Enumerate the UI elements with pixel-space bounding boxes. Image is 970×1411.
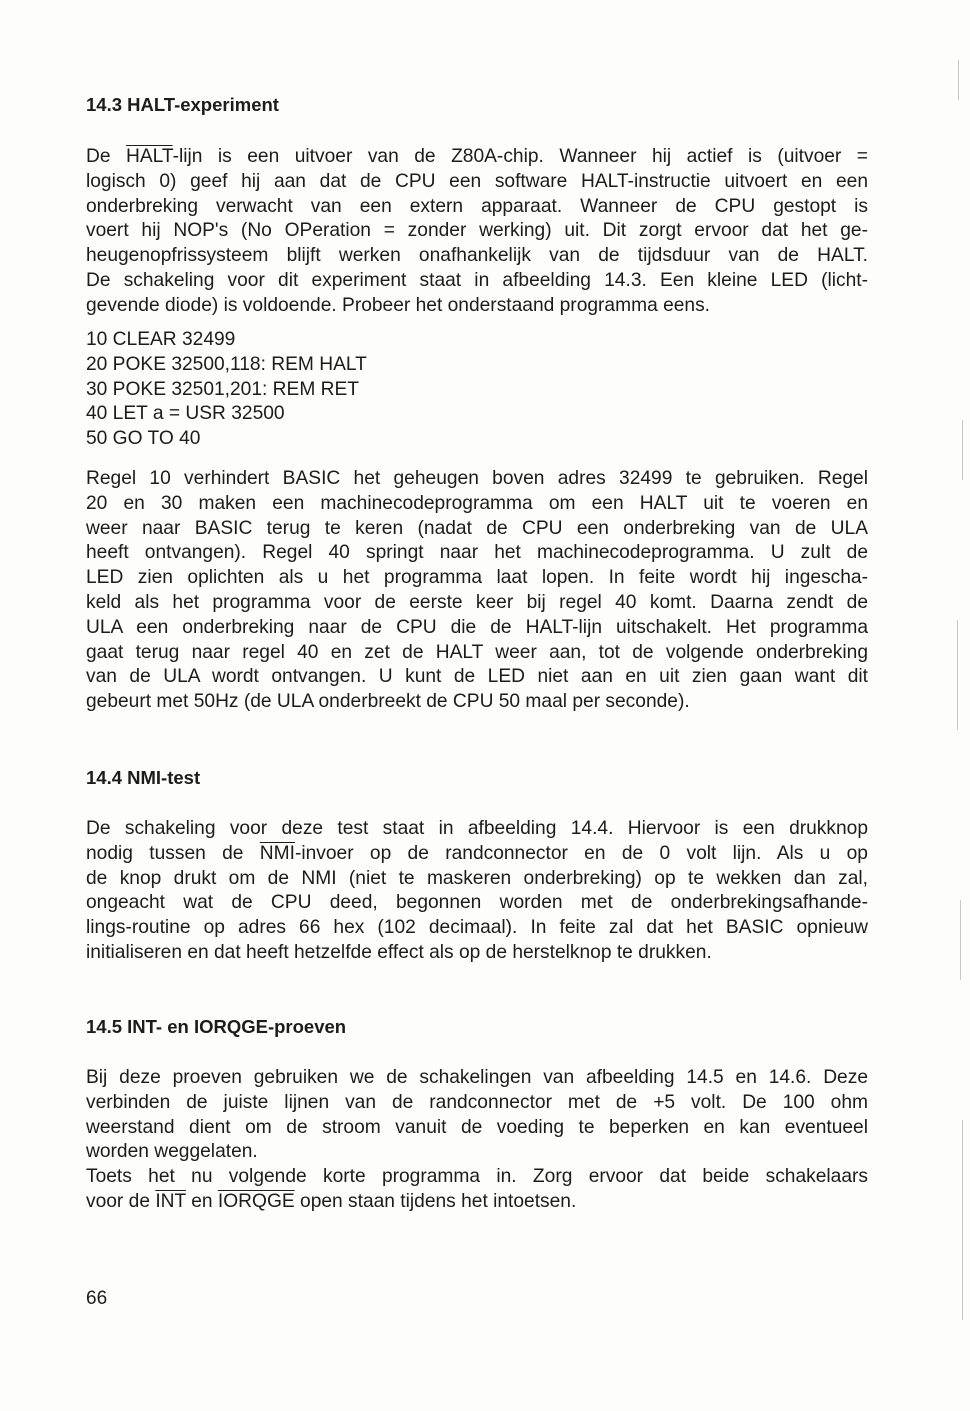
text-line: worden weggelaten. bbox=[86, 1141, 258, 1163]
text-line: van de ULA wordt ontvangen. U kunt de LED niet aan en uit zien gaan want dit bbox=[86, 666, 868, 688]
code-line: 20 POKE 32500,118: REM HALT bbox=[86, 353, 367, 375]
text-line: nodig tussen de $\overline{NMI}$-invoer op de randconnector en de 0 volt lijn. Als u op bbox=[86, 842, 868, 864]
basic-program-listing bbox=[86, 328, 367, 452]
text-line: ongeacht wat de CPU deed, begonnen worden met de onderbrekingsafhande- bbox=[86, 892, 868, 914]
text-line: ULA een onderbreking naar de CPU die de HALT-lijn uitschakelt. Het programma bbox=[86, 616, 868, 638]
text-line: De schakeling voor dit experiment staat in afbeelding 14.3. Een kleine LED (licht- bbox=[86, 269, 868, 291]
code-line: 10 CLEAR 32499 bbox=[86, 329, 236, 350]
text-line: de knop drukt om de NMI (niet te maskeren onderbreking) op te wekken dan zal, bbox=[86, 867, 868, 889]
paragraph-halt-intro bbox=[86, 145, 868, 319]
overlined-signal: $\overline{NMI}$ bbox=[259, 842, 295, 864]
text-line: gebeurt met 50Hz (de ULA onderbreekt de CPU 50 maal per seconde). bbox=[86, 691, 690, 713]
text-line: LED zien oplichten als u het programma laat lopen. In feite wordt hij ingescha- bbox=[86, 567, 868, 589]
text-line: weer naar BASIC terug te keren (nadat de CPU een onderbreking van de ULA bbox=[86, 517, 868, 539]
text-line: heeft ontvangen). Regel 40 springt naar het machinecodeprogramma. U zult de bbox=[86, 542, 868, 564]
text-line: weerstand dient om de stroom vanuit de voeding te beperken en kan eventueel bbox=[86, 1116, 868, 1138]
overlined-signal: HALT bbox=[126, 146, 173, 167]
text-line: 20 en 30 maken een machinecodeprogramma om een HALT uit te voeren en bbox=[86, 492, 868, 514]
paragraph-nmi bbox=[86, 817, 868, 966]
text-line: De schakeling voor deze test staat in afbeelding 14.4. Hiervoor is een drukknop bbox=[86, 818, 868, 839]
code-line: 40 LET a = USR 32500 bbox=[86, 403, 285, 425]
text-line: heugenopfrissysteem blijft werken onafhankelijk van de tijdsduur van de HALT. bbox=[86, 245, 868, 267]
scan-edge-mark bbox=[962, 1120, 963, 1320]
code-line: 50 GO TO 40 bbox=[86, 428, 201, 450]
section-heading-nmi: 14.4 NMI-test bbox=[86, 767, 201, 788]
code-line: 30 POKE 32501,201: REM RET bbox=[86, 378, 360, 400]
scan-edge-mark bbox=[962, 420, 963, 480]
scan-edge-mark bbox=[957, 620, 958, 730]
text-line: verbinden de juiste lijnen van de randconnector met de +5 volt. De 100 ohm bbox=[86, 1091, 868, 1113]
scan-edge-mark bbox=[958, 60, 959, 100]
text-line: voor de $\overline{INT}$ en IORQGE open staan tijdens het intoetsen. bbox=[86, 1190, 577, 1212]
section-heading-halt: 14.3 HALT-experiment bbox=[86, 94, 279, 115]
text-line: keld als het programma voor de eerste keer bij regel 40 komt. Daarna zendt de bbox=[86, 591, 868, 613]
section-heading-int: 14.5 INT- en IORQGE-proeven bbox=[86, 1016, 347, 1037]
text-line: initialiseren en dat heeft hetzelfde effect als op de herstelknop te drukken. bbox=[86, 941, 712, 963]
overlined-signal: $\overline{INT}$ bbox=[155, 1190, 186, 1212]
text-line: gaat terug naar regel 40 en zet de HALT weer aan, tot de volgende onderbreking bbox=[86, 641, 868, 663]
paragraph-int bbox=[86, 1066, 868, 1215]
text-line: Regel 10 verhindert BASIC het geheugen boven adres 32499 te gebruiken. Regel bbox=[86, 468, 868, 489]
document-page bbox=[86, 0, 876, 1411]
text-line: De HALT-lijn is een uitvoer van de Z80A-chip. Wanneer hij actief is (uitvoer = bbox=[86, 146, 868, 167]
text-line: logisch 0) geef hij aan dat de CPU een software HALT-instructie uitvoert en een bbox=[86, 170, 868, 192]
paragraph-halt-explanation bbox=[86, 467, 868, 715]
text-line: onderbreking verwacht van een extern apparaat. Wanneer de CPU gestopt is bbox=[86, 195, 868, 217]
text-line: gevende diode) is voldoende. Probeer het onderstaand programma eens. bbox=[86, 294, 711, 316]
text-line: Bij deze proeven gebruiken we de schakelingen van afbeelding 14.5 en 14.6. Deze bbox=[86, 1067, 868, 1088]
text-line: voert hij NOP's (No OPeration = zonder werking) uit. Dit zorgt ervoor dat het ge- bbox=[86, 220, 868, 242]
overlined-signal: IORQGE bbox=[217, 1190, 295, 1212]
text-line: lings-routine op adres 66 hex (102 decimaal). In feite zal dat het BASIC opnieuw bbox=[86, 917, 868, 939]
scan-edge-mark bbox=[960, 900, 961, 980]
text-line: Toets het nu volgende korte programma in. Zorg ervoor dat beide schakelaars bbox=[86, 1166, 868, 1188]
page-number: 66 bbox=[86, 1288, 108, 1309]
